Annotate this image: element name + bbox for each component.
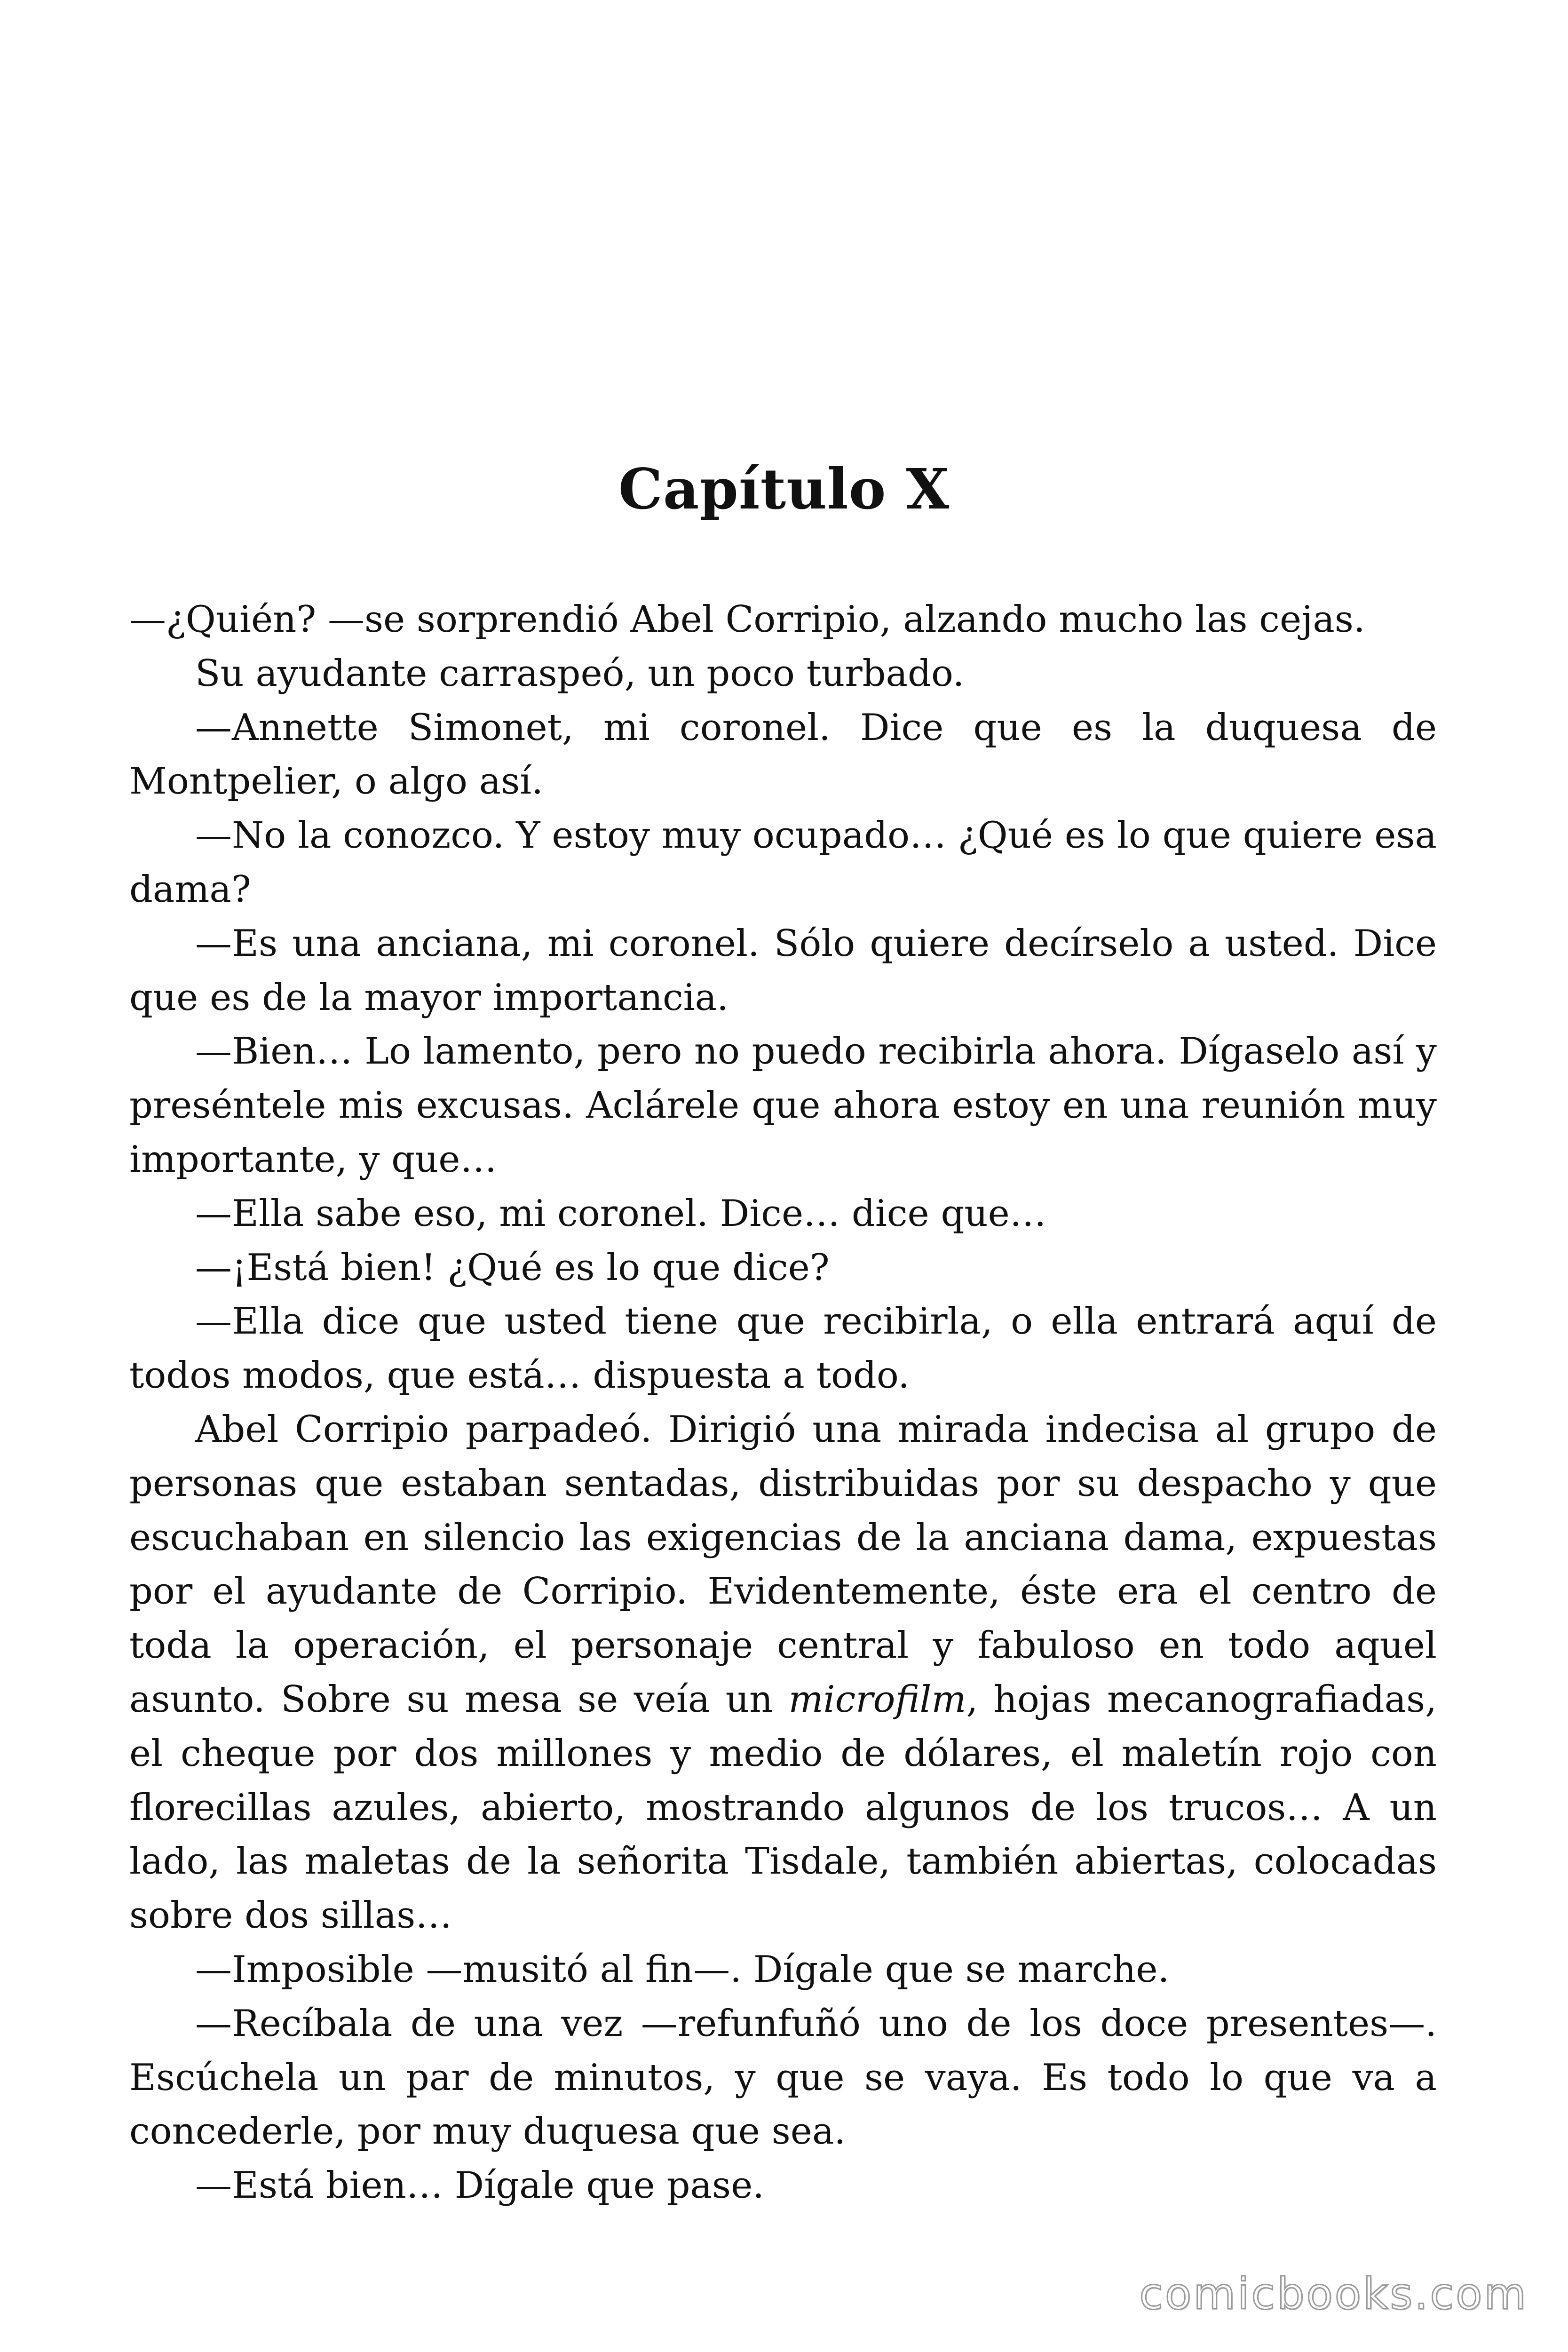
paragraph: —No la conozco. Y estoy muy ocupado… ¿Qué es lo que quiere esa dama?	[129, 814, 1437, 911]
paragraph: Su ayudante carraspeó, un poco turbado.	[195, 652, 965, 695]
chapter-body	[129, 593, 1437, 2213]
paragraph: —Está bien… Dígale que pase.	[195, 2164, 765, 2207]
paragraph: —¡Está bien! ¿Qué es lo que dice?	[195, 1246, 830, 1289]
emphasized-word: microfilm	[788, 1678, 966, 1721]
paragraph: —Recíbala de una vez —refunfuñó uno de los doce presentes—. Escúchela un par de minutos, y que se vaya. Es todo lo que va a concederle, por muy duquesa que sea.	[129, 2002, 1437, 2153]
paragraph-text-before: Abel Corripio parpadeó. Dirigió una mirada indecisa al grupo de personas que estaban sentadas, distribuidas por su despacho y que escuchaban en silencio las exigencias de la anciana dama, expuestas por el ayudante de Corripio. Evidentemente, éste era el centro de toda la operación, el personaje central y fabuloso en todo aquel asunto. Sobre su mesa se veía un	[129, 1408, 1437, 1721]
paragraph: —¿Quién? —se sorprendió Abel Corripio, alzando mucho las cejas.	[129, 598, 1365, 641]
paragraph-text-after: , hojas mecanografiadas, el cheque por dos millones y medio de dólares, el maletín rojo con florecillas azules, abierto, mostrando algunos de los trucos… A un lado, las maletas de la señorita Tisdale, también abiertas, colocadas sobre dos sillas…	[129, 1678, 1437, 1937]
paragraph: —Ella dice que usted tiene que recibirla, o ella entrará aquí de todos modos, que está… dispuesta a todo.	[129, 1300, 1437, 1397]
paragraph-with-emphasis	[129, 1403, 1437, 1943]
paragraph: —Annette Simonet, mi coronel. Dice que es la duquesa de Montpelier, o algo así.	[129, 706, 1437, 803]
paragraph: —Bien… Lo lamento, pero no puedo recibirla ahora. Dígaselo así y preséntele mis excusas. Aclárele que ahora estoy en una reunión muy importante, y que…	[129, 1030, 1437, 1181]
paragraph: —Ella sabe eso, mi coronel. Dice… dice que…	[195, 1192, 1046, 1235]
paragraph: —Imposible —musitó al fin—. Dígale que se marche.	[195, 1948, 1170, 1991]
paragraph: —Es una anciana, mi coronel. Sólo quiere decírselo a usted. Dice que es de la mayor importancia.	[129, 922, 1437, 1019]
watermark-text: comicbooks.com	[1139, 2269, 1528, 2319]
chapter-title: Capítulo X	[618, 456, 950, 522]
